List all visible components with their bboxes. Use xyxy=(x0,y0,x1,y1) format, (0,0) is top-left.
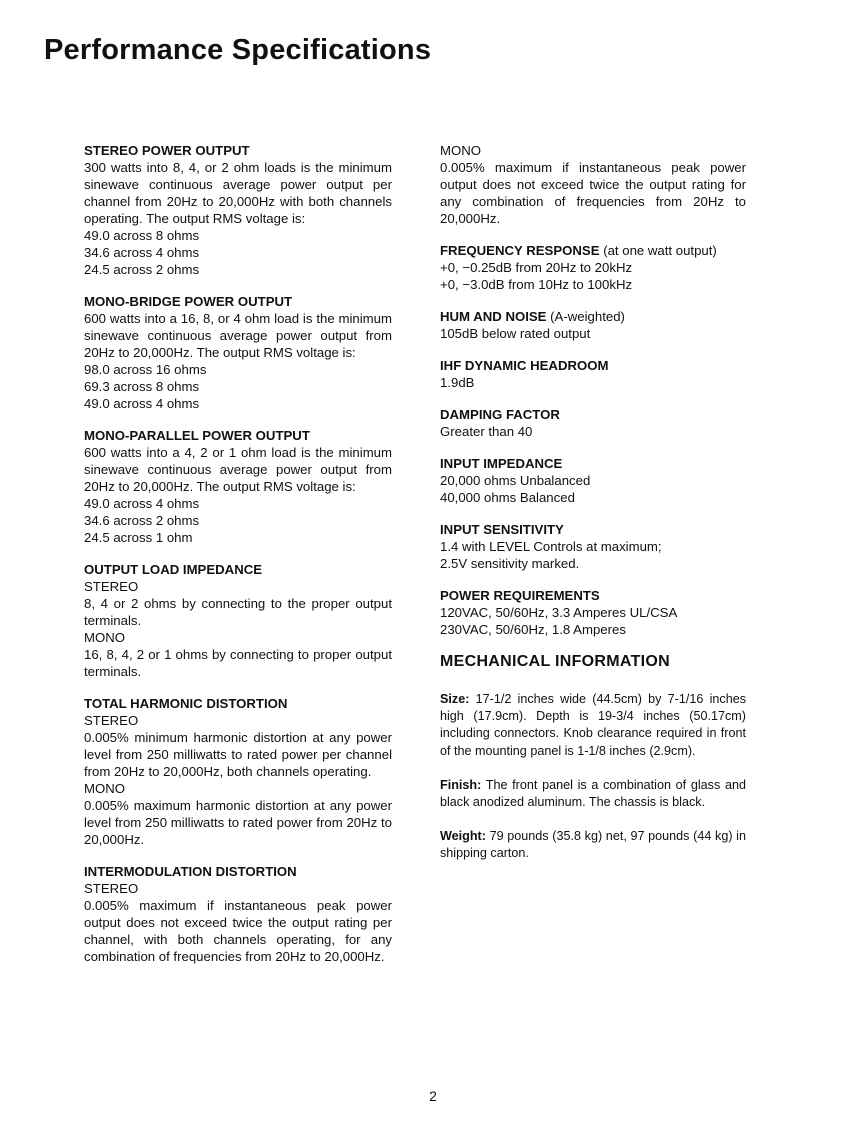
intermodulation-distortion-section xyxy=(84,863,392,965)
size-text: 17-1/2 inches wide (44.5cm) by 7-1/16 inches high (17.9cm). Depth is 19-3/4 inches (50.17cm) including connectors. Knob clearance required in front of the mounting panel is 1-1/8 inches (2.9cm). xyxy=(440,692,747,758)
spec-text: 0.005% maximum if instantaneous peak power output does not exceed twice the output rating for any combination of frequencies from 20Hz to 20,000Hz. xyxy=(440,160,746,226)
spec-value: +0, −3.0dB from 10Hz to 100kHz xyxy=(440,277,633,292)
section-heading: STEREO POWER OUTPUT xyxy=(84,143,250,158)
spec-value: 2.5V sensitivity marked. xyxy=(440,556,580,571)
page-number: 2 xyxy=(429,1088,437,1104)
section-heading: INPUT IMPEDANCE xyxy=(440,456,563,471)
subheading-mono: MONO xyxy=(440,143,482,158)
section-body xyxy=(84,595,392,629)
spec-value: 24.5 across 2 ohms xyxy=(84,262,200,277)
subheading-mono: MONO xyxy=(84,781,126,796)
section-body xyxy=(440,159,746,227)
size-label: Size: xyxy=(440,692,470,706)
section-body xyxy=(84,310,392,361)
heading-note: (A-weighted) xyxy=(550,309,625,324)
hum-and-noise-section xyxy=(440,308,746,342)
output-load-impedance-section xyxy=(84,561,392,680)
section-body xyxy=(84,897,392,965)
spec-value: 34.6 across 2 ohms xyxy=(84,513,200,528)
power-requirements-section xyxy=(440,587,746,638)
subheading-stereo: STEREO xyxy=(84,713,139,728)
section-heading: MONO-PARALLEL POWER OUTPUT xyxy=(84,428,310,443)
spec-text: 600 watts into a 4, 2 or 1 ohm load is the minimum sinewave continuous average power output from 20Hz to 20,000Hz. The output RMS voltage is: xyxy=(84,445,392,494)
subheading-mono: MONO xyxy=(84,630,126,645)
spec-value: 1.9dB xyxy=(440,375,475,390)
section-body xyxy=(84,159,392,227)
weight-text: 79 pounds (35.8 kg) net, 97 pounds (44 kg) in shipping carton. xyxy=(440,829,746,861)
mechanical-size xyxy=(440,691,746,760)
section-heading: POWER REQUIREMENTS xyxy=(440,588,600,603)
section-body xyxy=(84,729,392,780)
spec-value: 34.6 across 4 ohms xyxy=(84,245,200,260)
right-column xyxy=(440,142,746,880)
mechanical-information-title: MECHANICAL INFORMATION xyxy=(440,653,670,670)
spec-value: 24.5 across 1 ohm xyxy=(84,530,193,545)
section-body xyxy=(84,444,392,495)
spec-value: 20,000 ohms Unbalanced xyxy=(440,473,591,488)
ihf-dynamic-headroom-section xyxy=(440,357,746,391)
input-impedance-section xyxy=(440,455,746,506)
spec-value: 98.0 across 16 ohms xyxy=(84,362,207,377)
finish-label: Finish: xyxy=(440,777,482,792)
spec-value: 49.0 across 4 ohms xyxy=(84,496,200,511)
spec-value: 1.4 with LEVEL Controls at maximum; xyxy=(440,539,662,554)
spec-value: +0, −0.25dB from 20Hz to 20kHz xyxy=(440,260,633,275)
total-harmonic-distortion-section xyxy=(84,695,392,848)
left-column xyxy=(84,142,392,980)
section-heading: DAMPING FACTOR xyxy=(440,407,560,422)
subheading-stereo: STEREO xyxy=(84,881,139,896)
weight-label: Weight: xyxy=(440,829,486,844)
finish-text: The front panel is a combination of glass and black anodized aluminum. The chassis is black. xyxy=(440,777,746,810)
spec-text: 300 watts into 8, 4, or 2 ohm loads is the minimum sinewave continuous average power output per channel from 20Hz to 20,000Hz with both channels operating. The output RMS voltage is: xyxy=(84,160,392,226)
spec-value: 40,000 ohms Balanced xyxy=(440,490,575,505)
spec-value: 120VAC, 50/60Hz, 3.3 Amperes UL/CSA xyxy=(440,605,678,620)
spec-value: 230VAC, 50/60Hz, 1.8 Amperes xyxy=(440,622,626,637)
section-heading: TOTAL HARMONIC DISTORTION xyxy=(84,696,288,711)
mechanical-weight xyxy=(440,828,746,862)
spec-text: 0.005% maximum harmonic distortion at any power level from 250 milliwatts to rated power from 20Hz to 20,000Hz. xyxy=(84,798,392,847)
section-heading: MONO-BRIDGE POWER OUTPUT xyxy=(84,294,293,309)
frequency-response-section xyxy=(440,242,746,293)
spec-text: 600 watts into a 16, 8, or 4 ohm load is the minimum sinewave continuous average power output from 20Hz to 20,000Hz. The output RMS voltage is: xyxy=(84,311,392,360)
heading-text: FREQUENCY RESPONSE xyxy=(440,243,600,258)
heading-note: (at one watt output) xyxy=(603,243,717,258)
spec-value: 49.0 across 4 ohms xyxy=(84,396,200,411)
section-body xyxy=(84,646,392,680)
mono-parallel-power-output-section xyxy=(84,427,392,546)
damping-factor-section xyxy=(440,406,746,440)
stereo-power-output-section xyxy=(84,142,392,278)
spec-text: 0.005% maximum if instantaneous peak power output does not exceed twice the output rating per channel, with both channels operating, for any combination of frequencies from 20Hz to 20,000Hz. xyxy=(84,898,392,964)
spec-value: 69.3 across 8 ohms xyxy=(84,379,200,394)
spec-text: 8, 4 or 2 ohms by connecting to the proper output terminals. xyxy=(84,596,392,628)
heading-text: HUM AND NOISE xyxy=(440,309,547,324)
section-heading: OUTPUT LOAD IMPEDANCE xyxy=(84,562,263,577)
subheading-stereo: STEREO xyxy=(84,579,139,594)
section-heading: IHF DYNAMIC HEADROOM xyxy=(440,358,609,373)
input-sensitivity-section xyxy=(440,521,746,572)
section-heading: INTERMODULATION DISTORTION xyxy=(84,864,297,879)
spec-text: 0.005% minimum harmonic distortion at any power level from 250 milliwatts to rated power per channel from 20Hz to 20,000Hz, both channels operating. xyxy=(84,730,392,779)
spec-text: 16, 8, 4, 2 or 1 ohms by connecting to proper output terminals. xyxy=(84,647,392,679)
spec-value: 49.0 across 8 ohms xyxy=(84,228,200,243)
section-heading xyxy=(440,308,746,325)
mechanical-finish xyxy=(440,777,746,811)
section-heading: INPUT SENSITIVITY xyxy=(440,522,564,537)
section-heading xyxy=(440,242,746,259)
spec-value: 105dB below rated output xyxy=(440,326,591,341)
spec-value: Greater than 40 xyxy=(440,424,533,439)
page-title: Performance Specifications xyxy=(44,34,432,66)
section-body xyxy=(84,797,392,848)
mono-bridge-power-output-section xyxy=(84,293,392,412)
intermodulation-mono-section xyxy=(440,142,746,227)
